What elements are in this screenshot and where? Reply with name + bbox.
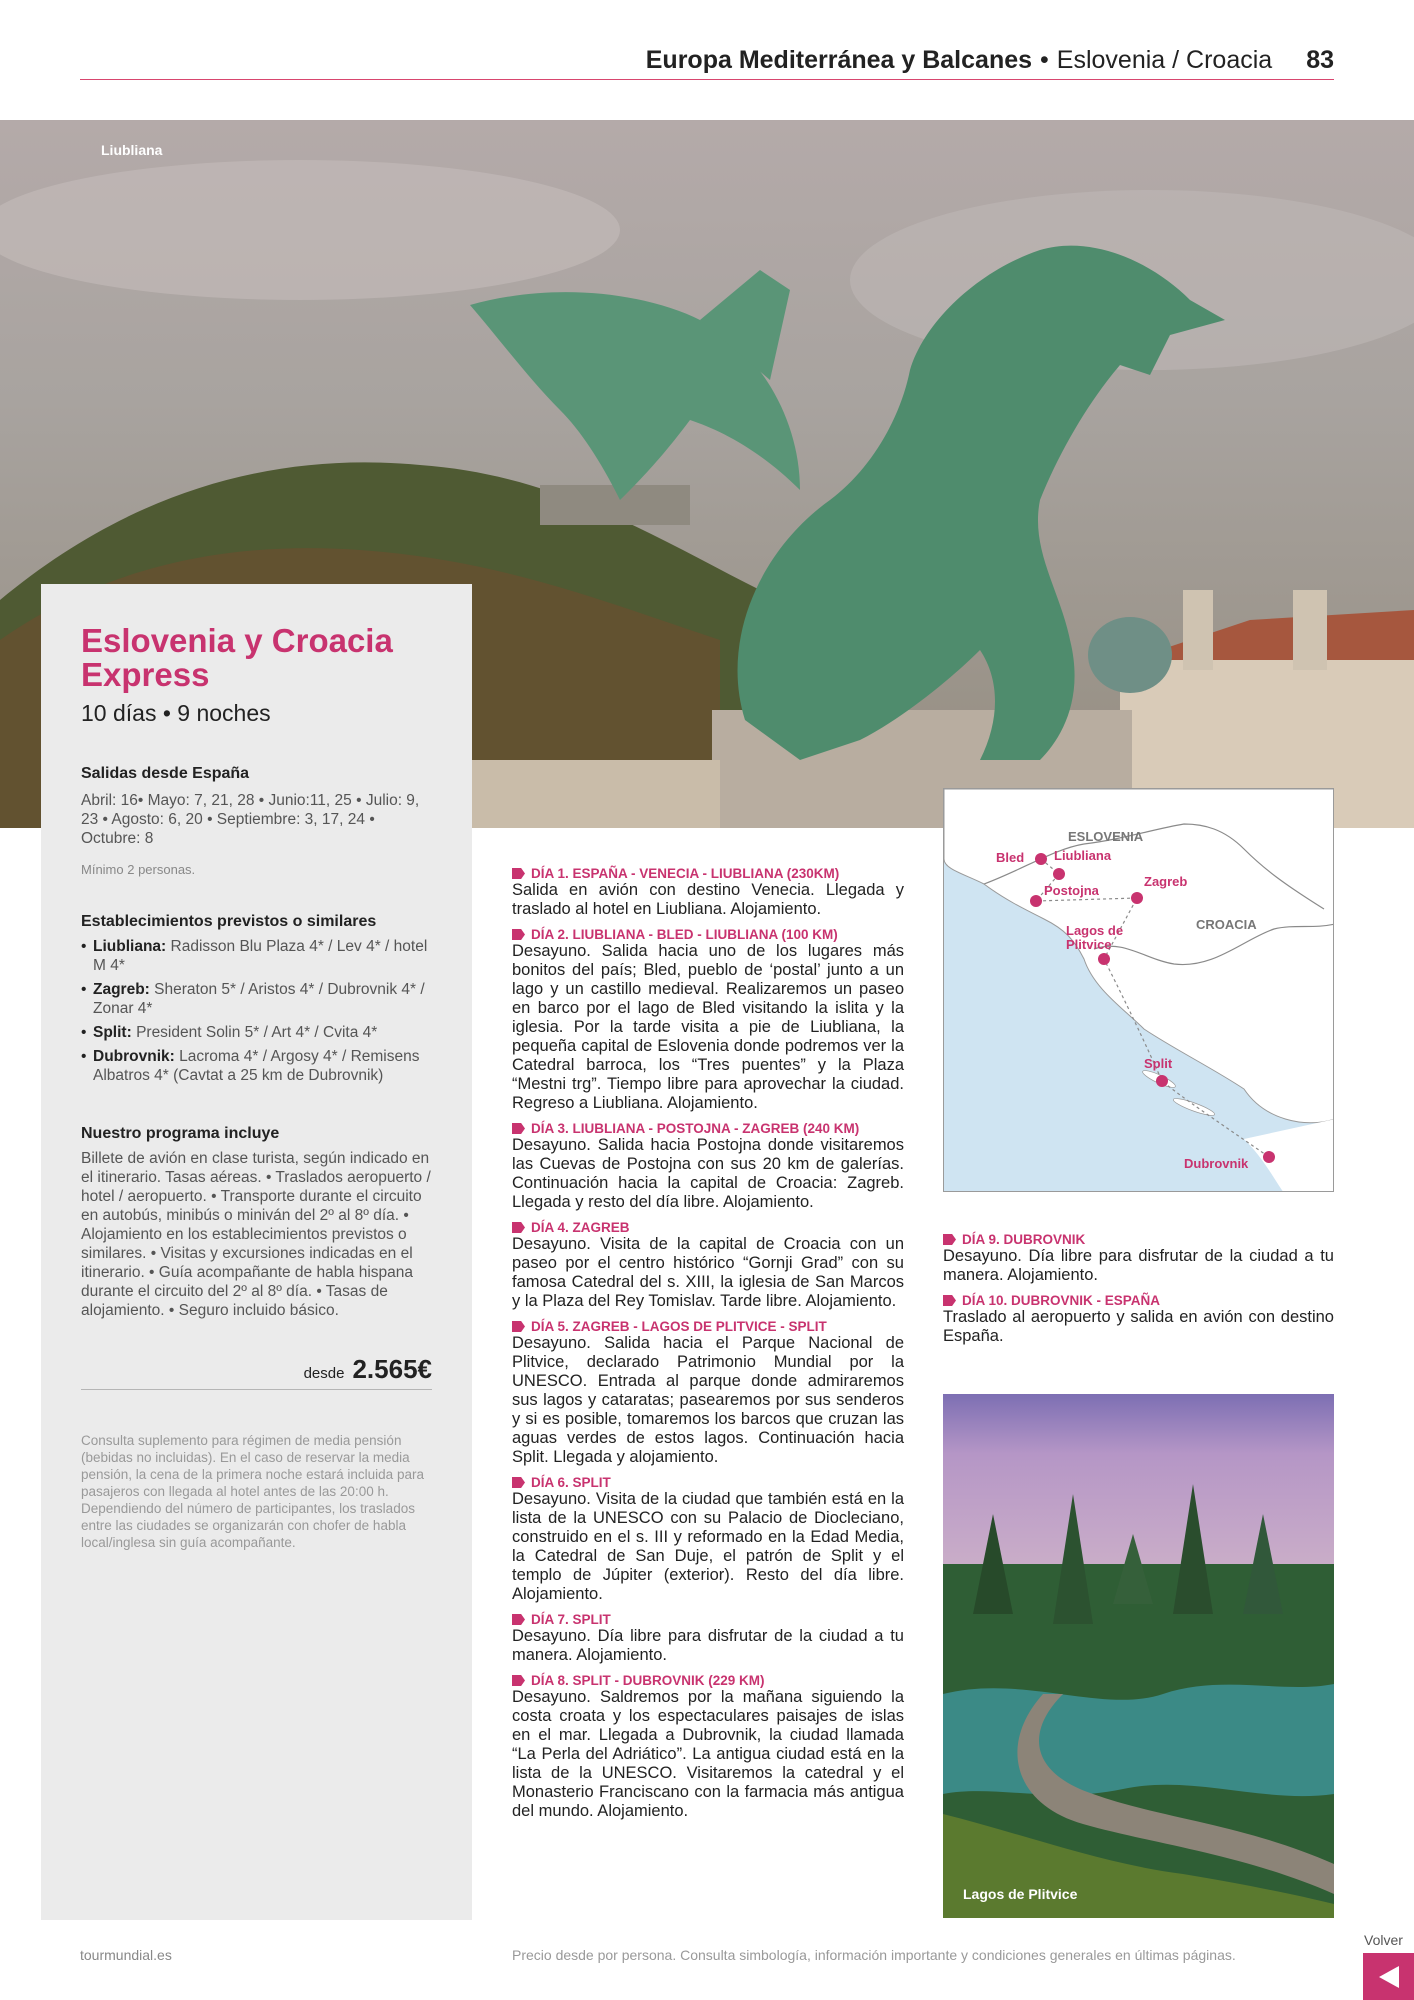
list-item xyxy=(81,980,432,1018)
day-text: Salida en avión con destino Venecia. Llegada y traslado al hotel en Liubliana. Alojamiento. xyxy=(512,881,904,918)
flag-icon xyxy=(512,1675,525,1686)
hotel-names: President Solin 5* / Art 4* / Cvita 4* xyxy=(136,1024,378,1041)
day-text: Desayuno. Visita de la capital de Croacia con un paseo por el centro histórico “Gornji Grad” con su famosa Catedral del s. XIII, la iglesia de San Marcos y la Plaza del Rey Tomislav. Tarde libre. Alojamiento. xyxy=(512,1235,904,1310)
map-city-label: Postojna xyxy=(1044,883,1099,898)
flag-icon xyxy=(512,1477,525,1488)
itinerary-right-column xyxy=(943,1232,1334,1354)
plitvice-illustration xyxy=(943,1394,1334,1918)
hotel-city: Liubliana: xyxy=(93,938,167,955)
departures-text: Abril: 16• Mayo: 7, 21, 28 • Junio:11, 25 • Julio: 9, 23 • Agosto: 6, 20 • Septiembre: 3, 17, 24 • Octubre: 8 xyxy=(81,792,420,847)
page-header xyxy=(80,44,1334,80)
hotel-city: Split: xyxy=(93,1024,132,1041)
day-heading xyxy=(512,866,904,881)
day-title: DÍA 1. ESPAÑA - VENECIA - LIUBLIANA (230KM) xyxy=(531,866,840,881)
back-label[interactable]: Volver xyxy=(1364,1932,1403,1948)
header-subsection: Eslovenia / Croacia xyxy=(1056,46,1273,74)
day-title: DÍA 8. SPLIT - DUBROVNIK (229 KM) xyxy=(531,1673,765,1688)
header-section: Europa Mediterránea y Balcanes xyxy=(645,46,1033,74)
flag-icon xyxy=(512,1321,525,1332)
trip-duration: 10 días • 9 noches xyxy=(81,700,271,726)
day-entry xyxy=(512,1319,904,1467)
photo-plitvice xyxy=(943,1394,1334,1918)
day-entry xyxy=(512,1612,904,1665)
flag-icon xyxy=(943,1234,956,1245)
route-map xyxy=(943,788,1334,1192)
trip-summary-panel xyxy=(41,584,472,1920)
day-heading xyxy=(943,1232,1334,1247)
page-number: 83 xyxy=(1306,46,1334,74)
list-item xyxy=(81,937,432,975)
day-text: Desayuno. Día libre para disfrutar de la ciudad a tu manera. Alojamiento. xyxy=(943,1247,1334,1284)
day-entry xyxy=(512,1121,904,1212)
day-heading xyxy=(512,1220,904,1235)
map-city-label: Bled xyxy=(996,850,1025,865)
price-row xyxy=(81,1354,432,1390)
includes-text: Billete de avión en clase turista, según indicado en el itinerario. Tasas aéreas. • Traslados aeropuerto / hotel / aeropuerto. • Transporte durante el circuito en autobús, minibús o miniván del 2º al 8º día. • Alojamiento en los establecimientos previstos o similares. • Visitas y excursiones indicadas en el itinerario. • Guía acompañante de habla hispana durante el circuito del 2º al 8º día. • Tasas de alojamiento. • Seguro incluido básico. xyxy=(81,1150,431,1319)
footer-site: tourmundial.es xyxy=(80,1947,172,1963)
day-entry xyxy=(512,1475,904,1604)
header-separator: • xyxy=(1040,46,1049,74)
day-entry xyxy=(943,1293,1334,1346)
day-entry xyxy=(512,866,904,919)
map-city-label: Zagreb xyxy=(1144,874,1188,889)
day-heading xyxy=(512,927,904,942)
itinerary-column xyxy=(512,866,904,1829)
hotel-city: Dubrovnik: xyxy=(93,1048,175,1065)
hotel-list xyxy=(81,937,432,1085)
flag-icon xyxy=(943,1295,956,1306)
trip-title: Eslovenia y Croacia Express xyxy=(81,622,393,693)
day-title: DÍA 5. ZAGREB - LAGOS DE PLITVICE - SPLIT xyxy=(531,1319,827,1334)
day-text: Desayuno. Saldremos por la mañana siguiendo la costa croata y los espectaculares paisajes de islas en el mar. Llegada a Dubrovnik, la ciudad llamada “La Perla del Adriático”. La antigua ciudad está en la lista de la UNESCO. Visitaremos la catedral y el Monasterio Franciscano con la farmacia más antigua del mundo. Alojamiento. xyxy=(512,1688,904,1820)
map-country-label: CROACIA xyxy=(1196,917,1257,932)
price-label: desde xyxy=(303,1365,345,1382)
hero-caption: Liubliana xyxy=(101,142,163,158)
hotel-names: Radisson Blu Plaza 4* / Lev 4* / hotel M 4* xyxy=(93,938,428,974)
flag-icon xyxy=(512,929,525,940)
day-entry xyxy=(943,1232,1334,1285)
map-city-label: Liubliana xyxy=(1054,848,1112,863)
list-item xyxy=(81,1047,432,1085)
map-country-label: ESLOVENIA xyxy=(1068,829,1144,844)
day-text: Desayuno. Día libre para disfrutar de la ciudad a tu manera. Alojamiento. xyxy=(512,1627,904,1664)
back-arrow-icon xyxy=(1379,1966,1399,1988)
hotel-names: Sheraton 5* / Aristos 4* / Dubrovnik 4* / Zonar 4* xyxy=(93,981,425,1017)
hotels-heading: Establecimientos previstos o similares xyxy=(81,913,377,930)
day-text: Desayuno. Salida hacia Postojna donde visitaremos las Cuevas de Postojna con sus 20 km de galerías. Continuación hacia la capital de Croacia: Zagreb. Llegada y resto del día libre. Alojamiento. xyxy=(512,1136,904,1211)
flag-icon xyxy=(512,1222,525,1233)
flag-icon xyxy=(512,1123,525,1134)
header-breadcrumb xyxy=(646,46,1334,75)
day-entry xyxy=(512,1220,904,1311)
flag-icon xyxy=(512,868,525,879)
day-title: DÍA 4. ZAGREB xyxy=(531,1220,630,1235)
day-title: DÍA 3. LIUBLIANA - POSTOJNA - ZAGREB (240 KM) xyxy=(531,1121,860,1136)
hotel-city: Zagreb: xyxy=(93,981,150,998)
day-text: Desayuno. Salida hacia el Parque Nacional de Plitvice, declarado Patrimonio Mundial por la UNESCO. Entrada al parque donde admiraremos sus lagos y cataratas; pasearemos por sus senderos y si es posible, tomaremos los barcos que cruzan las aguas verdes de estos lagos. Continuación hacia Split. Llegada y alojamiento. xyxy=(512,1334,904,1466)
day-entry xyxy=(512,927,904,1113)
includes-heading: Nuestro programa incluye xyxy=(81,1125,280,1142)
back-button[interactable] xyxy=(1363,1953,1414,2000)
price-value: 2.565€ xyxy=(352,1354,432,1384)
day-heading xyxy=(943,1293,1334,1308)
departures-heading: Salidas desde España xyxy=(81,765,250,782)
day-heading xyxy=(512,1673,904,1688)
day-title: DÍA 7. SPLIT xyxy=(531,1612,611,1627)
map-city-label: Dubrovnik xyxy=(1184,1156,1249,1171)
day-heading xyxy=(512,1121,904,1136)
day-entry xyxy=(512,1673,904,1821)
day-title: DÍA 2. LIUBLIANA - BLED - LIUBLIANA (100 KM) xyxy=(531,927,838,942)
map-city-label: Lagos de Plitvice xyxy=(1066,923,1124,952)
day-heading xyxy=(512,1319,904,1334)
day-title: DÍA 6. SPLIT xyxy=(531,1475,611,1490)
day-text: Desayuno. Visita de la ciudad que también está en la lista de la UNESCO con su Palacio de Diocleciano, construido en el s. III y reformado en la Edad Media, la Catedral de San Duje, el patrón de Split y el templo de Júpiter (exterior). Resto del día libre. Alojamiento. xyxy=(512,1490,904,1603)
list-item xyxy=(81,1023,432,1042)
flag-icon xyxy=(512,1614,525,1625)
hotel-names: Lacroma 4* / Argosy 4* / Remisens Albatros 4* (Cavtat a 25 km de Dubrovnik) xyxy=(93,1048,420,1084)
footer-note: Precio desde por persona. Consulta simbología, información importante y condiciones generales en últimas páginas. xyxy=(512,1947,1236,1963)
day-heading xyxy=(512,1475,904,1490)
map-city-label: Split xyxy=(1144,1056,1173,1071)
day-text: Desayuno. Salida hacia uno de los lugares más bonitos del país; Bled, pueblo de ‘postal’ junto a un lago y un castillo medieval. Realizaremos un paseo en barco por el lago de Bled visitando la islita y la iglesia. Por la tarde visita a pie de Liubliana, la pequeña capital de Eslovenia donde podremos ver la Catedral barroca, los “Tres puentes” y la Plaza “Mestni trg”. Tiempo libre para aprovechar la ciudad. Regreso a Liubliana. Alojamiento. xyxy=(512,942,904,1112)
minimum-note: Mínimo 2 personas. xyxy=(81,862,196,877)
day-title: DÍA 10. DUBROVNIK - ESPAÑA xyxy=(962,1293,1161,1308)
day-text: Traslado al aeropuerto y salida en avión con destino España. xyxy=(943,1308,1334,1345)
photo-caption: Lagos de Plitvice xyxy=(963,1886,1078,1902)
fine-print: Consulta suplemento para régimen de media pensión (bebidas no incluidas). En el caso de reservar la media pensión, la cena de la primera noche estará incluida para pasajeros con llegada al hotel antes de las 20:00 h. Dependiendo del número de participantes, los traslados entre las ciudades se organizarán con chofer de habla local/inglesa sin guía acompañante. xyxy=(81,1433,424,1550)
day-title: DÍA 9. DUBROVNIK xyxy=(962,1232,1086,1247)
day-heading xyxy=(512,1612,904,1627)
